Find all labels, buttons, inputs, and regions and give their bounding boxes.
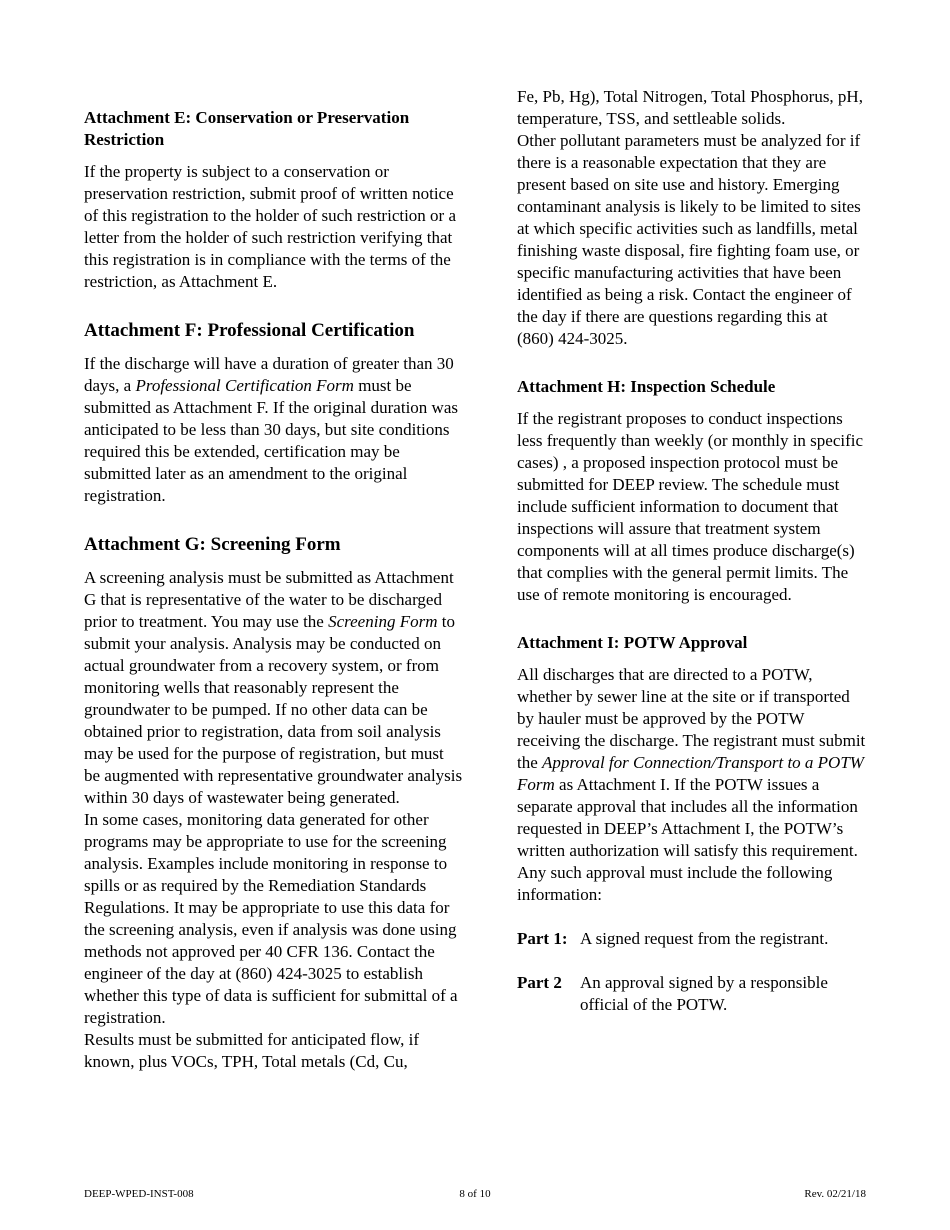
attachment-e-heading: Attachment E: Conservation or Preservation Restriction (84, 108, 410, 149)
attachment-i-paragraph-2: Any such approval must include the following information: (517, 863, 833, 904)
footer-revision-date: Rev. 02/21/18 (804, 1188, 866, 1200)
attachment-e-body: If the property is subject to a conservation or preservation restriction, submit proof of written notice of this registration to the holder of such restriction or a letter from the holder of such restriction verifying that this registration is in compliance with the terms of the restriction, as Attachment E. (84, 162, 457, 291)
attachment-g-p1-post: to submit your analysis. Analysis may be conducted on actual groundwater from a recovery system, or from monitoring wells that reasonably represent the groundwater to be pumped. If no other data can be obtained prior to registration, data from soil analysis may be used for the purpose of registration, but must be augmented with representative groundwater analysis within 30 days of wastewater being generated. (84, 612, 463, 807)
attachment-g-continued-paragraph-2: Other pollutant parameters must be analyzed for if there is a reasonable expectation that they are present based on site use and history. Emerging contaminant analysis is likely to be limited to sites at which specific activities such as landfills, metal finishing waste disposal, fire fighting foam use, or specific manufacturing activities that have been identified as being a risk. Contact the engineer of the day if there are questions regarding this at (860) 424-3025. (517, 131, 861, 348)
attachment-e-section (84, 107, 464, 293)
attachment-f-body (84, 353, 464, 507)
attachment-h-section (517, 376, 867, 606)
attachment-i-paragraph-1 (517, 664, 867, 862)
attachment-g-paragraph-3: Results must be submitted for anticipated flow, if known, plus VOCs, TPH, Total metals (Cd, Cu, (84, 1030, 420, 1071)
part-1-text: A signed request from the registrant. (580, 929, 829, 948)
attachment-g-paragraph-2: In some cases, monitoring data generated for other programs may be appropriate to use for the screening analysis. Examples include monitoring in response to spills or as required by the Remediation Standards Regulations. It may be appropriate to use this data for the screening analysis, even if analysis was done using methods not approved per 40 CFR 136. Contact the engineer of the day at (860) 424-3025 to establish whether this type of data is sufficient for submittal of a registration. (84, 810, 458, 1027)
potw-approval-form-title: Approval for Connection/Transport to a POTW Form (517, 753, 864, 794)
attachment-i-section (517, 632, 867, 1016)
attachment-i-p1-pre: All discharges that are directed to a POTW, whether by sewer line at the site or if transported by hauler must be approved by the POTW receiving the discharge. The registrant must submit the (517, 665, 866, 772)
attachment-h-paragraph-1: If the registrant proposes to conduct inspections (517, 409, 843, 428)
screening-form-title: Screening Form (328, 612, 438, 631)
part-2-text: An approval signed by a responsible official of the POTW. (580, 973, 828, 1014)
attachment-h-paragraph-2: less frequently than weekly (or monthly in specific cases) , a proposed inspection protocol must be submitted for DEEP review. The schedule must include sufficient information to document that inspections will assure that treatment system components will at all times produce discharge(s) that complies with the general permit limits. The use of remote monitoring is encouraged. (517, 431, 864, 604)
footer-document-id: DEEP-WPED-INST-008 (84, 1188, 194, 1200)
attachment-g-section (84, 533, 464, 1073)
attachment-g-heading: Attachment G: Screening Form (84, 534, 341, 555)
attachment-f-heading: Attachment F: Professional Certification (84, 320, 415, 341)
professional-certification-form-title: Professional Certification Form (135, 376, 354, 395)
attachment-g-continued-paragraph-1: Fe, Pb, Hg), Total Nitrogen, Total Phosphorus, pH, temperature, TSS, and settleable solids. (517, 87, 863, 128)
footer-page-number: 8 of 10 (459, 1188, 491, 1200)
part-2-item (517, 972, 867, 1016)
left-column (84, 107, 464, 1073)
attachment-g-paragraph-1 (84, 567, 464, 809)
attachment-f-body-post: must be submitted as Attachment F. If the original duration was anticipated to be less than 30 days, but site conditions required this be extended, certification may be submitted later as an amendment to the original registration. (84, 376, 458, 505)
attachment-h-heading: Attachment H: Inspection Schedule (517, 377, 776, 396)
attachment-g-continued (517, 86, 867, 350)
attachment-i-heading: Attachment I: POTW Approval (517, 633, 748, 652)
attachment-i-p1-post: as Attachment I. If the POTW issues a separate approval that includes all the information requested in DEEP’s Attachment I, the POTW’s written authorization will satisfy this requirement. (517, 775, 858, 860)
part-2-label: Part 2 (517, 973, 562, 992)
attachment-f-body-pre: If the discharge will have a duration of greater than 30 days, a (84, 354, 454, 395)
attachment-f-section (84, 319, 464, 507)
right-column (517, 86, 867, 1016)
part-1-item (517, 928, 867, 950)
attachment-g-p1-pre: A screening analysis must be submitted as Attachment G that is representative of the water to be discharged prior to treatment. You may use the (84, 568, 454, 631)
part-1-label: Part 1: (517, 929, 568, 948)
